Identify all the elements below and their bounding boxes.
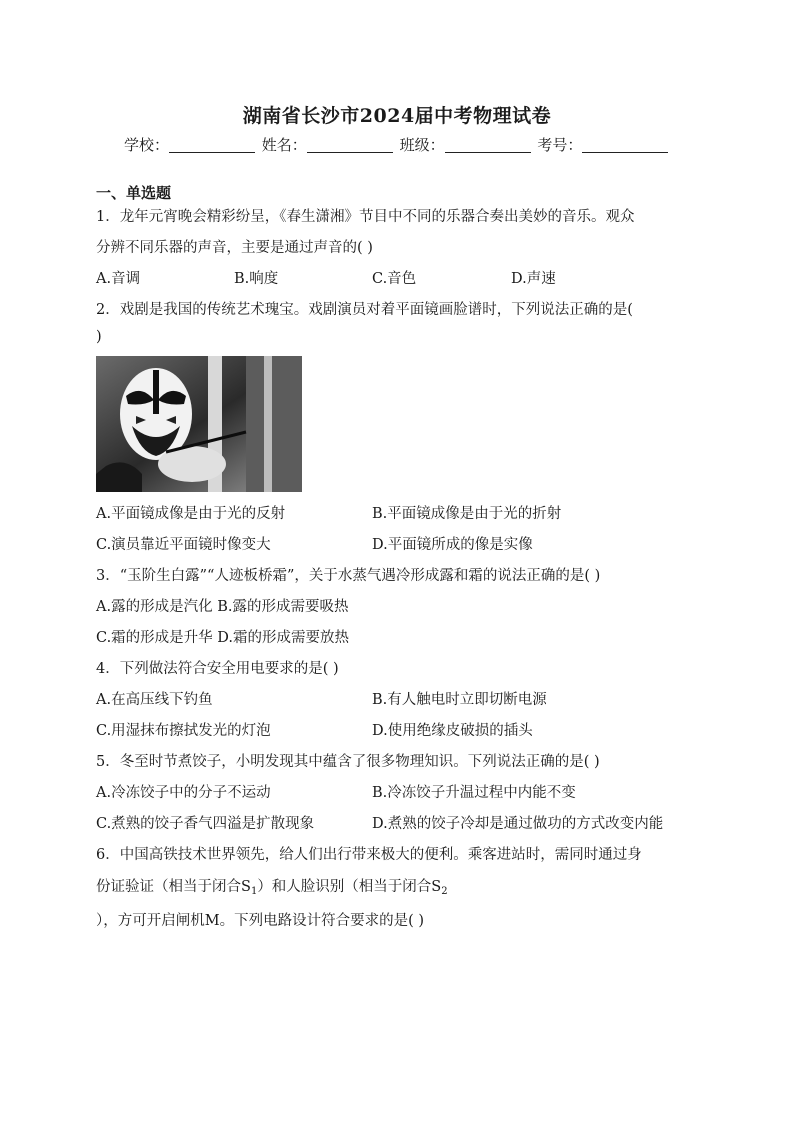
q5-stem: 5．冬至时节煮饺子，小明发现其中蕴含了很多物理知识。下列说法正确的是( ) bbox=[96, 754, 600, 770]
class-blank[interactable] bbox=[445, 138, 531, 153]
class-label: 班级： bbox=[399, 136, 445, 154]
s1-subscript: 1 bbox=[250, 886, 258, 897]
school-blank[interactable] bbox=[169, 138, 255, 153]
student-info-row bbox=[124, 134, 670, 155]
q4-option-b: B.有人触电时立即切断电源 bbox=[372, 692, 547, 708]
q5-option-d: D.煮熟的饺子冷却是通过做功的方式改变内能 bbox=[372, 816, 664, 832]
q2-stem-line2: ) bbox=[96, 329, 102, 345]
q1-option-a: A.音调 bbox=[96, 271, 141, 287]
name-blank[interactable] bbox=[307, 138, 393, 153]
q1-option-b: B.响度 bbox=[234, 271, 279, 287]
q6-line2-part2: ）和人脸识别（相当于闭合S bbox=[257, 879, 442, 895]
number-label: 考号： bbox=[537, 136, 583, 154]
q5-option-c: C.煮熟的饺子香气四溢是扩散现象 bbox=[96, 816, 315, 832]
q4-stem: 4．下列做法符合安全用电要求的是( ) bbox=[96, 661, 339, 677]
q1-stem-line1: 1．龙年元宵晚会精彩纷呈，《春生潇湘》节目中不同的乐器合奏出美妙的音乐。观众 bbox=[96, 209, 635, 225]
q5-option-b: B.冷冻饺子升温过程中内能不变 bbox=[372, 785, 576, 801]
q1-option-c: C.音色 bbox=[372, 271, 417, 287]
q2-option-a: A.平面镜成像是由于光的反射 bbox=[96, 506, 286, 522]
section-heading: 一、单选题 bbox=[96, 184, 172, 202]
q2-option-b: B.平面镜成像是由于光的折射 bbox=[372, 506, 562, 522]
q1-stem-line2: 分辨不同乐器的声音，主要是通过声音的( ) bbox=[96, 240, 373, 256]
q4-option-d: D.使用绝缘皮破损的插头 bbox=[372, 723, 533, 739]
q2-stem-line1: 2．戏剧是我国的传统艺术瑰宝。戏剧演员对着平面镜画脸谱时，下列说法正确的是( bbox=[96, 302, 633, 318]
q6-stem-line1: 6．中国高铁技术世界领先，给人们出行带来极大的便利。乘客进站时，需同时通过身 bbox=[96, 847, 642, 863]
q2-option-d: D.平面镜所成的像是实像 bbox=[372, 537, 533, 553]
s2-subscript: 2 bbox=[441, 886, 448, 897]
opera-mirror-photo bbox=[96, 356, 302, 492]
q3-options-row2: C.霜的形成是升华 D.霜的形成需要放热 bbox=[96, 630, 350, 646]
school-label: 学校： bbox=[124, 136, 170, 154]
q1-option-d: D.声速 bbox=[511, 271, 556, 287]
number-blank[interactable] bbox=[582, 138, 668, 153]
q2-option-c: C.演员靠近平面镜时像变大 bbox=[96, 537, 271, 553]
opera-face-illustration bbox=[96, 356, 302, 492]
q6-stem-line2 bbox=[96, 875, 448, 897]
q6-stem-line3: ），方可开启闸机M。下列电路设计符合要求的是( ) bbox=[96, 913, 425, 929]
q4-option-c: C.用湿抹布擦拭发光的灯泡 bbox=[96, 723, 271, 739]
q5-option-a: A.冷冻饺子中的分子不运动 bbox=[96, 785, 271, 801]
q3-stem: 3．“玉阶生白露”“人迹板桥霜”，关于水蒸气遇冷形成露和霜的说法正确的是( ) bbox=[96, 568, 601, 584]
name-label: 姓名： bbox=[261, 136, 307, 154]
q4-option-a: A.在高压线下钓鱼 bbox=[96, 692, 213, 708]
q6-line2-part1: 份证验证（相当于闭合S bbox=[96, 879, 251, 895]
page-title: 湖南省长沙市2024届中考物理试卷 bbox=[242, 105, 552, 127]
q3-options-row1: A.露的形成是汽化 B.露的形成需要吸热 bbox=[96, 599, 349, 615]
